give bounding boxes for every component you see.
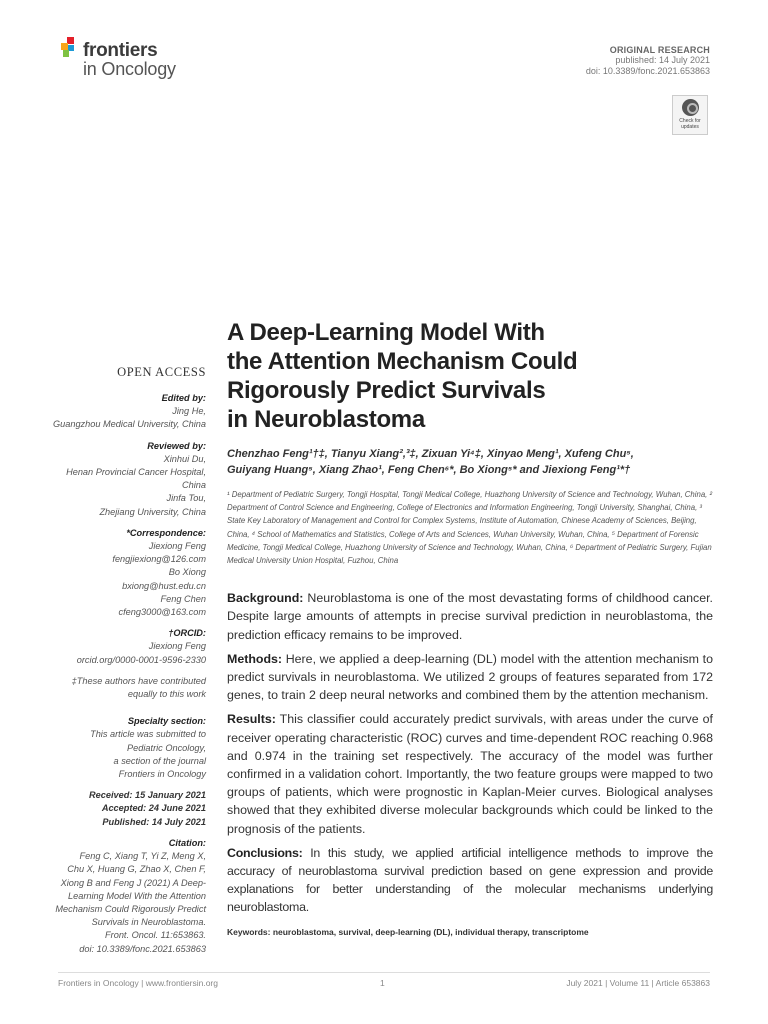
correspondence-heading: *Correspondence: [126,527,206,538]
footer-article-info: July 2021 | Volume 11 | Article 653863 [566,978,710,988]
affiliations: ¹ Department of Pediatric Surgery, Tongji Hospital, Tongji Medical College, Huazhong University of Science and Technology, Wuhan, China, ² Department of Control Science and Engineering, College of Electronics and Information Engineering, Tongji University, Shanghai, China, ³ State Key Laboratory of Management and Control for Complex Systems, Institute of Automation, Chinese Academy of Sciences, Beijing, China, ⁴ School of Mathematics and Statistics, College of Arts and Sciences, Wuhan University, Wuhan, China, ⁵ Department of Forensic Medicine, Tongji Medical College, Huazhong University of Science and Technology, Wuhan, China, ⁶ Department of Pediatric Surgery, Fujian Medical University Union Hospital, Fuzhou, China [227,490,713,566]
background-label: Background: [227,591,304,606]
editor-line: Jing He, [172,406,206,417]
page-footer [58,972,710,988]
reviewed-by-heading: Reviewed by: [147,440,206,451]
conclusions-label: Conclusions: [227,845,303,860]
title-line: in Neuroblastoma [227,406,425,433]
methods-text: Here, we applied a deep-learning (DL) model with the attention mechanism to predict survivals in neuroblastoma. We utilized 2 groups of features separated from 172 genes, to train 2 deep neural networks and combined them by the attention mechanism. [227,651,713,703]
title-line: Rigorously Predict Survivals [227,377,546,404]
citation-line: Front. Oncol. 11:653863. [105,930,206,941]
correspondence-email[interactable]: fengjiexiong@126.com [112,554,206,565]
correspondence-name: Jiexiong Feng [148,541,206,552]
equal-contribution-note: equally to this work [127,689,206,700]
received-date: Received: 15 January 2021 [89,790,206,801]
check-for-updates-button[interactable] [672,95,708,135]
conclusions-text: In this study, we applied artificial intelligence methods to improve the accuracy of neuroblastoma survival prediction based on gene expression and provide explanations for better understanding of the molecular mechanisms underlying neuroblastoma. [227,845,713,915]
author-line: Guiyang Huang⁵, Xiang Zhao¹, Feng Chen⁶*, Bo Xiong⁵* and Jiexiong Feng¹*† [227,464,631,476]
keywords: Keywords: neuroblastoma, survival, deep-learning (DL), individual therapy, transcriptome [227,926,589,937]
article-type: ORIGINAL RESEARCH [609,45,710,55]
correspondence-name: Feng Chen [160,593,206,604]
citation-line: Xiong B and Feng J (2021) A Deep- [60,877,206,888]
citation-line: Chu X, Huang G, Zhao X, Chen F, [67,864,206,875]
article-meta [586,45,710,77]
article-body [227,318,713,937]
reviewer-line: Jinfa Tou, [166,493,206,504]
article-doi[interactable]: doi: 10.3389/fonc.2021.653863 [585,66,710,76]
sidebar-info [40,364,206,956]
author-list [227,446,713,478]
specialty-line: This article was submitted to [90,729,206,740]
reviewer-line: Henan Provincial Cancer Hospital, [66,467,206,478]
orcid-name: Jiexiong Feng [148,641,206,652]
logo-word-frontiers: frontiers [83,40,158,61]
citation-line: Survivals in Neuroblastoma. [91,917,206,928]
page-number: 1 [380,978,385,988]
results-text: This classifier could accurately predict survivals, with areas under the curve of receiver operating characteristic (ROC) curves and time-dependent ROC reaching 0.968 and 0.974 in the training set respectively. The accuracy of the model was further confirmed in a validation cohort. Importantly, the two feature groups were mapped to two groups of patients, which were prognostic in Kaplan-Meier curves. Biological analyses showed that they exhibited diverse molecular backgrounds which could be linked to the prognosis of the patients. [227,712,713,836]
title-line: A Deep-Learning Model With [227,319,545,346]
reviewer-line: China [181,480,206,491]
specialty-heading: Specialty section: [127,716,206,727]
reviewer-line: Xinhui Du, [163,453,206,464]
abstract-conclusions [227,844,713,917]
equal-contribution-note: ‡These authors have contributed [71,675,206,686]
published-date-sidebar: Published: 14 July 2021 [102,816,206,827]
correspondence-name: Bo Xiong [168,567,206,578]
open-access-label: OPEN ACCESS [117,365,206,379]
correspondence-email[interactable]: bxiong@hust.edu.cn [122,580,206,591]
specialty-line: Frontiers in Oncology [118,769,206,780]
orcid-heading: †ORCID: [168,628,206,639]
check-updates-label: Check for updates [679,118,701,130]
results-label: Results: [227,712,276,727]
abstract-results [227,710,713,837]
frontiers-logo-icon [58,36,82,60]
logo-word-journal: in Oncology [83,59,176,79]
published-date: published: 14 July 2021 [615,55,710,65]
background-text: Neuroblastoma is one of the most devastating forms of childhood cancer. Despite large amounts of attempts in precise survival prediction in neuroblastoma, the prediction efficacy remains to be improved. [227,591,713,642]
footer-journal-link[interactable]: Frontiers in Oncology | www.frontiersin.org [58,978,218,988]
article-title [227,318,713,434]
citation-heading: Citation: [168,837,206,848]
author-line: Chenzhao Feng¹†‡, Tianyu Xiang²,³‡, Zixuan Yi⁴‡, Xinyao Meng¹, Xufeng Chu⁵, [227,448,634,460]
citation-doi[interactable]: doi: 10.3389/fonc.2021.653863 [79,943,206,954]
accepted-date: Accepted: 24 June 2021 [101,803,206,814]
orcid-link[interactable]: orcid.org/0000-0001-9596-2330 [76,654,206,665]
specialty-line: a section of the journal [113,755,206,766]
citation-line: Learning Model With the Attention [68,890,206,901]
reviewer-line: Zhejiang University, China [99,506,206,517]
citation-line: Feng C, Xiang T, Yi Z, Meng X, [79,851,206,862]
editor-line: Guangzhou Medical University, China [52,419,206,430]
edited-by-heading: Edited by: [161,393,206,403]
citation-line: Mechanism Could Rigorously Predict [55,903,206,914]
correspondence-email[interactable]: cfeng3000@163.com [118,607,206,618]
title-line: the Attention Mechanism Could [227,348,578,375]
abstract-methods [227,650,713,705]
methods-label: Methods: [227,651,283,666]
journal-logo [58,34,198,82]
check-updates-icon [682,99,699,116]
abstract-background [227,589,713,644]
specialty-line: Pediatric Oncology, [127,742,206,753]
